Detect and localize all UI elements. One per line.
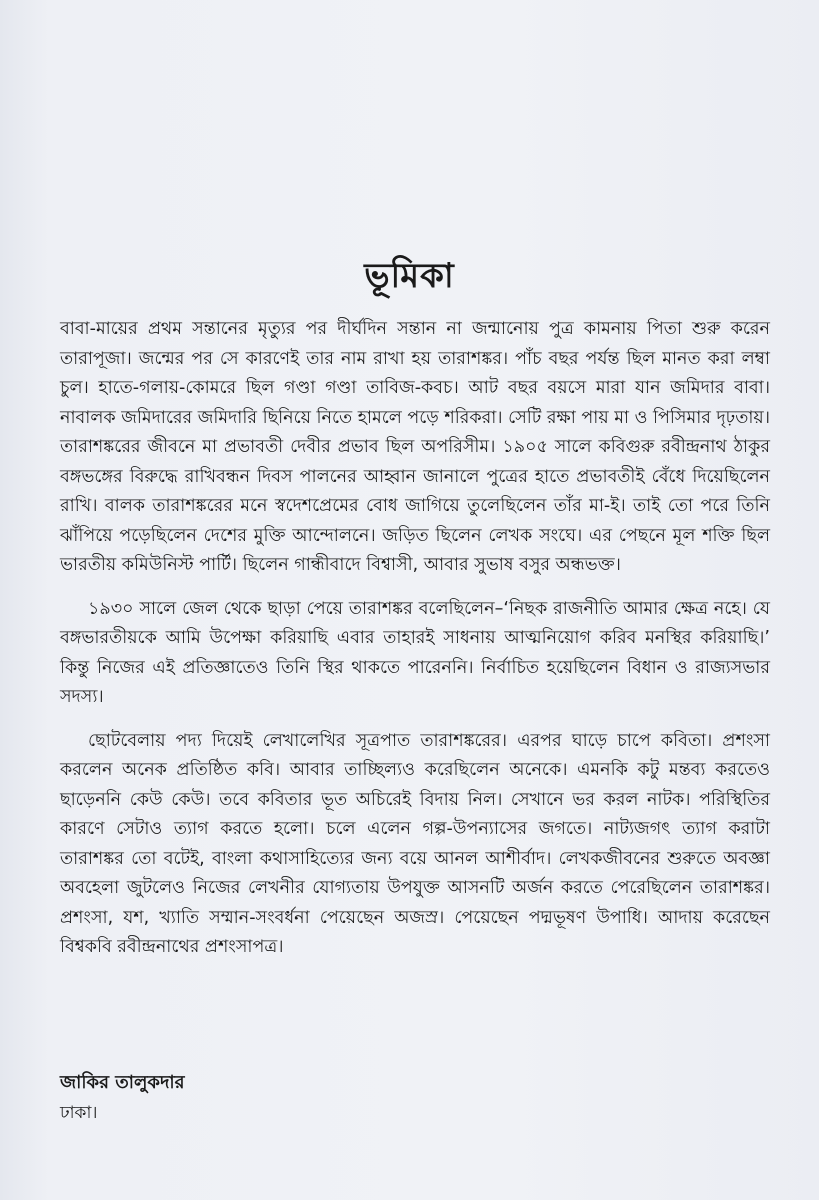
page-title: ভূমিকা xyxy=(364,256,455,296)
paragraph-2: ১৯৩০ সালে জেল থেকে ছাড়া পেয়ে তারাশঙ্কর বলেছিলেন–‘নিছক রাজনীতি আমার ক্ষেত্র নহে। যে বঙ্গভারতীয়কে আমি উপেক্ষা করিয়াছি এবার তাহারই সাধনায় আত্মনিয়োগ করিব মনস্থির করিয়াছি।’ কিন্তু নিজের এই প্রতিজ্ঞাতেও তিনি স্থির থাকতে পারেননি। নির্বাচিত হয়েছিলেন বিধান ও রাজ্যসভার সদস্য। xyxy=(60,598,770,707)
author-signature: জাকির তালুকদার xyxy=(60,1072,185,1093)
paragraph-3: ছোটবেলায় পদ্য দিয়েই লেখালেখির সূত্রপাত তারাশঙ্করের। এরপর ঘাড়ে চাপে কবিতা। প্রশংসা করলেন অনেক প্রতিষ্ঠিত কবি। আবার তাচ্ছিল্যও করেছিলেন অনেকে। এমনকি কটু মন্তব্য করতেও ছাড়েননি কেউ কেউ। তবে কবিতার ভূত অচিরেই বিদায় নিল। সেখানে ভর করল নাটক। পরিস্থিতির কারণে সেটাও ত্যাগ করতে হলো। চলে এলেন গল্প-উপন্যাসের জগতে। নাট্যজগৎ ত্যাগ করাটা তারাশঙ্কর তো বটেই, বাংলা কথাসাহিত্যের জন্য বয়ে আনল আশীর্বাদ। লেখকজীবনের শুরুতে অবজ্ঞা অবহেলা জুটলেও নিজের লেখনীর যোগ্যতায় উপযুক্ত আসনটি অর্জন করতে পেরেছিলেন তারাশঙ্কর। প্রশংসা, যশ, খ্যাতি সম্মান-সংবর্ধনা পেয়েছেন অজস্র। পেয়েছেন পদ্মভূষণ উপাধি। আদায় করেছেন বিশ্বকবি রবীন্দ্রনাথের প্রশংসাপত্র। xyxy=(60,730,770,957)
signature-place: ঢাকা। xyxy=(60,1103,98,1123)
preface-body xyxy=(60,315,770,977)
paragraph-1: বাবা-মায়ের প্রথম সন্তানের মৃত্যুর পর দীর্ঘদিন সন্তান না জন্মানোয় পুত্র কামনায় পিতা শুরু করেন তারাপূজা। জন্মের পর সে কারণেই তার নাম রাখা হয় তারাশঙ্কর। পাঁচ বছর পর্যন্ত ছিল মানত করা লম্বা চুল। হাতে-গলায়-কোমরে ছিল গণ্ডা গণ্ডা তাবিজ-কবচ। আট বছর বয়সে মারা যান জমিদার বাবা। নাবালক জমিদারের জমিদারি ছিনিয়ে নিতে হামলে পড়ে শরিকরা। সেটি রক্ষা পায় মা ও পিসিমার দৃঢ়তায়। তারাশঙ্করের জীবনে মা প্রভাবতী দেবীর প্রভাব ছিল অপরিসীম। ১৯০৫ সালে কবিগুরু রবীন্দ্রনাথ ঠাকুর বঙ্গভঙ্গের বিরুদ্ধে রাখিবন্ধন দিবস পালনের আহ্বান জানালে পুত্রের হাতে প্রভাবতীই বেঁধে দিয়েছিলেন রাখি। বালক তারাশঙ্করের মনে স্বদেশপ্রেমের বোধ জাগিয়ে তুলেছিলেন তাঁর মা-ই। তাই তো পরে তিনি ঝাঁপিয়ে পড়েছিলেন দেশের মুক্তি আন্দোলনে। জড়িত ছিলেন লেখক সংঘে। এর পেছনে মূল শক্তি ছিল ভারতীয় কমিউনিস্ট পার্টি। ছিলেন গান্ধীবাদে বিশ্বাসী, আবার সুভাষ বসুর অন্ধভক্ত। xyxy=(60,319,770,575)
